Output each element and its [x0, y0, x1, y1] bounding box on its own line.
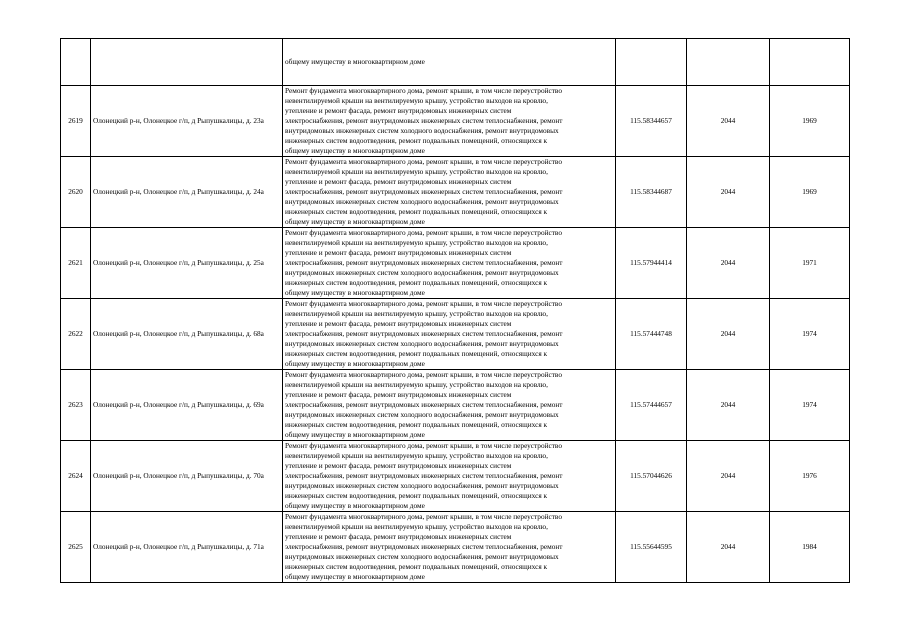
cell-planned-year: 2044 [687, 86, 770, 157]
work-line: общему имуществу в многоквартирном доме [285, 146, 425, 155]
table-row [61, 86, 850, 157]
cell-work-description [283, 370, 616, 441]
table-row [61, 299, 850, 370]
work-line: Ремонт фундамента многоквартирного дома, ремонт крыши, в том числе переустройство [285, 86, 562, 95]
work-line: Ремонт фундамента многоквартирного дома, ремонт крыши, в том числе переустройство [285, 512, 562, 521]
cell-number: 2622 [61, 299, 91, 370]
cell-built-year: 1974 [770, 370, 850, 441]
work-line: электроснабжения, ремонт внутридомовых инженерных систем теплоснабжения, ремонт [285, 400, 563, 409]
work-line: утепление и ремонт фасада, ремонт внутридомовых инженерных систем [285, 532, 512, 541]
work-line: внутридомовых инженерных систем холодного водоснабжения, ремонт внутридомовых [285, 126, 559, 135]
cell-number: 2620 [61, 157, 91, 228]
work-line: Ремонт фундамента многоквартирного дома, ремонт крыши, в том числе переустройство [285, 370, 562, 379]
work-line: Ремонт фундамента многоквартирного дома, ремонт крыши, в том числе переустройство [285, 228, 562, 237]
work-line: внутридомовых инженерных систем холодного водоснабжения, ремонт внутридомовых [285, 197, 559, 206]
cell-address: Олонецкий р-н, Олонецкое г/п, д Рыпушкалицы, д. 69а [91, 370, 283, 441]
cell-value [616, 39, 687, 86]
work-line: внутридомовых инженерных систем холодного водоснабжения, ремонт внутридомовых [285, 481, 559, 490]
cell-work-description [283, 157, 616, 228]
cell-number [61, 39, 91, 86]
work-line: утепление и ремонт фасада, ремонт внутридомовых инженерных систем [285, 390, 512, 399]
cell-built-year: 1976 [770, 441, 850, 512]
cell-work-description [283, 39, 616, 86]
cell-built-year [770, 39, 850, 86]
cell-address: Олонецкий р-н, Олонецкое г/п, д Рыпушкалицы, д. 70а [91, 441, 283, 512]
work-line: общему имуществу в многоквартирном доме [285, 572, 425, 581]
cell-number: 2623 [61, 370, 91, 441]
work-line: общему имуществу в многоквартирном доме [285, 501, 425, 510]
work-line: внутридомовых инженерных систем холодного водоснабжения, ремонт внутридомовых [285, 268, 559, 277]
cell-work-description [283, 441, 616, 512]
work-line: невентилируемой крыши на вентилируемую крышу, устройство выходов на кровлю, [285, 451, 548, 460]
work-line: общему имуществу в многоквартирном доме [285, 57, 425, 66]
work-line: инженерных систем водоотведения, ремонт подвальных помещений, относящихся к [285, 278, 548, 287]
cell-value: 115.57444748 [616, 299, 687, 370]
work-line: Ремонт фундамента многоквартирного дома, ремонт крыши, в том числе переустройство [285, 441, 562, 450]
work-line: электроснабжения, ремонт внутридомовых инженерных систем теплоснабжения, ремонт [285, 258, 563, 267]
work-line: утепление и ремонт фасада, ремонт внутридомовых инженерных систем [285, 319, 512, 328]
work-line: инженерных систем водоотведения, ремонт подвальных помещений, относящихся к [285, 420, 548, 429]
work-line: общему имуществу в многоквартирном доме [285, 359, 425, 368]
work-line: невентилируемой крыши на вентилируемую крышу, устройство выходов на кровлю, [285, 309, 548, 318]
cell-built-year: 1969 [770, 86, 850, 157]
cell-planned-year [687, 39, 770, 86]
cell-value: 115.58344657 [616, 86, 687, 157]
work-line: электроснабжения, ремонт внутридомовых инженерных систем теплоснабжения, ремонт [285, 471, 563, 480]
work-line: Ремонт фундамента многоквартирного дома, ремонт крыши, в том числе переустройство [285, 299, 562, 308]
table-row [61, 228, 850, 299]
registry-table-body [61, 39, 850, 583]
cell-number: 2624 [61, 441, 91, 512]
work-line: общему имуществу в многоквартирном доме [285, 217, 425, 226]
work-line: Ремонт фундамента многоквартирного дома, ремонт крыши, в том числе переустройство [285, 157, 562, 166]
cell-work-description [283, 512, 616, 583]
cell-planned-year: 2044 [687, 157, 770, 228]
work-line: электроснабжения, ремонт внутридомовых инженерных систем теплоснабжения, ремонт [285, 329, 563, 338]
cell-planned-year: 2044 [687, 512, 770, 583]
cell-planned-year: 2044 [687, 299, 770, 370]
cell-value: 115.58344687 [616, 157, 687, 228]
cell-address: Олонецкий р-н, Олонецкое г/п, д Рыпушкалицы, д. 25а [91, 228, 283, 299]
work-line: утепление и ремонт фасада, ремонт внутридомовых инженерных систем [285, 461, 512, 470]
cell-work-description [283, 299, 616, 370]
work-line: утепление и ремонт фасада, ремонт внутридомовых инженерных систем [285, 177, 512, 186]
work-line: утепление и ремонт фасада, ремонт внутридомовых инженерных систем [285, 106, 512, 115]
work-line: невентилируемой крыши на вентилируемую крышу, устройство выходов на кровлю, [285, 238, 548, 247]
work-line: электроснабжения, ремонт внутридомовых инженерных систем теплоснабжения, ремонт [285, 116, 563, 125]
cell-value: 115.57044626 [616, 441, 687, 512]
cell-planned-year: 2044 [687, 370, 770, 441]
table-row [61, 370, 850, 441]
work-line: инженерных систем водоотведения, ремонт подвальных помещений, относящихся к [285, 491, 548, 500]
work-line: внутридомовых инженерных систем холодного водоснабжения, ремонт внутридомовых [285, 410, 559, 419]
cell-address: Олонецкий р-н, Олонецкое г/п, д Рыпушкалицы, д. 68а [91, 299, 283, 370]
cell-address [91, 39, 283, 86]
work-line: невентилируемой крыши на вентилируемую крышу, устройство выходов на кровлю, [285, 167, 548, 176]
registry-table [60, 38, 850, 583]
cell-address: Олонецкий р-н, Олонецкое г/п, д Рыпушкалицы, д. 71а [91, 512, 283, 583]
work-line: невентилируемой крыши на вентилируемую крышу, устройство выходов на кровлю, [285, 522, 548, 531]
cell-built-year: 1971 [770, 228, 850, 299]
cell-built-year: 1969 [770, 157, 850, 228]
cell-number: 2621 [61, 228, 91, 299]
cell-address: Олонецкий р-н, Олонецкое г/п, д Рыпушкалицы, д. 23а [91, 86, 283, 157]
work-line: электроснабжения, ремонт внутридомовых инженерных систем теплоснабжения, ремонт [285, 187, 563, 196]
work-line: общему имуществу в многоквартирном доме [285, 430, 425, 439]
work-line: инженерных систем водоотведения, ремонт подвальных помещений, относящихся к [285, 207, 548, 216]
work-line: утепление и ремонт фасада, ремонт внутридомовых инженерных систем [285, 248, 512, 257]
cell-number: 2625 [61, 512, 91, 583]
cell-planned-year: 2044 [687, 441, 770, 512]
cell-value: 115.57944414 [616, 228, 687, 299]
cell-work-description [283, 86, 616, 157]
table-row [61, 441, 850, 512]
work-line: невентилируемой крыши на вентилируемую крышу, устройство выходов на кровлю, [285, 380, 548, 389]
work-line: внутридомовых инженерных систем холодного водоснабжения, ремонт внутридомовых [285, 339, 559, 348]
work-line: невентилируемой крыши на вентилируемую крышу, устройство выходов на кровлю, [285, 96, 548, 105]
table-row-continuation [61, 39, 850, 86]
cell-number: 2619 [61, 86, 91, 157]
work-line: инженерных систем водоотведения, ремонт подвальных помещений, относящихся к [285, 136, 548, 145]
table-row [61, 512, 850, 583]
cell-planned-year: 2044 [687, 228, 770, 299]
work-line: электроснабжения, ремонт внутридомовых инженерных систем теплоснабжения, ремонт [285, 542, 563, 551]
cell-value: 115.57444657 [616, 370, 687, 441]
table-row [61, 157, 850, 228]
work-line: инженерных систем водоотведения, ремонт подвальных помещений, относящихся к [285, 562, 548, 571]
cell-built-year: 1984 [770, 512, 850, 583]
cell-work-description [283, 228, 616, 299]
work-line: инженерных систем водоотведения, ремонт подвальных помещений, относящихся к [285, 349, 548, 358]
cell-address: Олонецкий р-н, Олонецкое г/п, д Рыпушкалицы, д. 24а [91, 157, 283, 228]
work-line: общему имуществу в многоквартирном доме [285, 288, 425, 297]
work-line: внутридомовых инженерных систем холодного водоснабжения, ремонт внутридомовых [285, 552, 559, 561]
cell-built-year: 1974 [770, 299, 850, 370]
cell-value: 115.55644595 [616, 512, 687, 583]
